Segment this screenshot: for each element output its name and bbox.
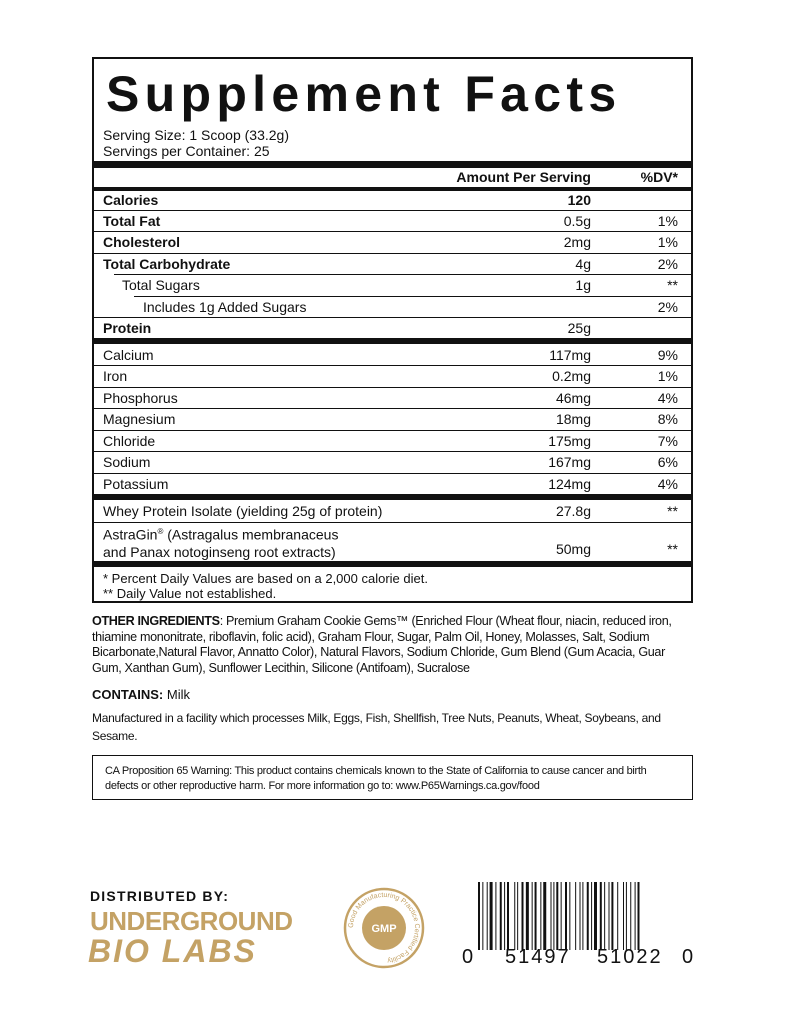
- nutrient-dv: 6%: [657, 454, 678, 470]
- facility-statement: Manufactured in a facility which processes Milk, Eggs, Fish, Shellfish, Tree Nuts, Peanuts, Wheat, Soybeans, and Sesame.: [92, 711, 661, 743]
- prop65-warning: CA Proposition 65 Warning: This product contains chemicals known to the State of California to cause cancer and birth defects or other reproductive harm. For more information go to: www.P65Warnings.ca.gov/food: [92, 755, 693, 800]
- nutrient-name: Magnesium: [103, 411, 176, 427]
- barcode-bar: [517, 882, 518, 950]
- barcode-bar: [551, 882, 552, 950]
- astragin-brand: AstraGin: [103, 526, 158, 543]
- nutrient-name: Includes 1g Added Sugars: [143, 299, 307, 315]
- barcode-bar: [540, 882, 541, 950]
- indented-divider: [134, 296, 691, 297]
- contains-label: CONTAINS:: [92, 687, 164, 702]
- nutrient-amount: 120: [567, 192, 591, 208]
- nutrient-row: [94, 296, 691, 317]
- barcode-bar: [553, 882, 554, 950]
- ingredient-row: [94, 500, 691, 521]
- distributed-by-label: DISTRIBUTED BY:: [90, 888, 230, 904]
- nutrient-amount: 124mg: [548, 476, 591, 492]
- nutrient-row: [94, 365, 691, 386]
- barcode-bar: [561, 882, 562, 950]
- barcode-left-digit: 0: [462, 946, 474, 968]
- barcode-bar: [514, 882, 515, 950]
- astragin-line2: and Panax notoginseng root extracts): [103, 543, 336, 560]
- barcode-bar: [582, 882, 583, 950]
- barcode-bar: [635, 882, 636, 950]
- barcode-bar: [526, 882, 529, 950]
- other-ingredients: [92, 614, 696, 676]
- nutrient-name: Calories: [103, 192, 159, 208]
- nutrient-dv: 7%: [657, 433, 678, 449]
- barcode-bar: [609, 882, 610, 950]
- nutrient-amount: 0.2mg: [552, 368, 591, 384]
- nutrient-dv: 1%: [657, 213, 678, 229]
- nutrient-name: Iron: [103, 368, 128, 384]
- barcode-bar: [495, 882, 496, 950]
- barcode-bar: [482, 882, 483, 950]
- barcode-bar: [500, 882, 502, 950]
- serving-size: Serving Size: 1 Scoop (33.2g): [103, 127, 289, 143]
- nutrient-name: Protein: [103, 320, 152, 336]
- nutrient-dv: 1%: [657, 234, 678, 250]
- nutrient-amount: 25g: [567, 320, 591, 336]
- nutrient-dv: 2%: [657, 256, 678, 272]
- whey-name: Whey Protein Isolate (yielding 25g of protein): [103, 503, 383, 519]
- nutrient-row: [94, 408, 691, 429]
- thick-divider: [94, 161, 691, 168]
- barcode-group-1: 51497: [505, 946, 571, 968]
- nutrient-name: Sodium: [103, 454, 151, 470]
- barcode-bar: [600, 882, 602, 950]
- nutrient-name: Phosphorus: [103, 390, 178, 406]
- nutrient-amount: 0.5g: [563, 213, 591, 229]
- amount-per-serving-header: Amount Per Serving: [456, 169, 591, 185]
- nutrient-amount: 117mg: [549, 347, 591, 363]
- nutrient-row: [94, 274, 691, 295]
- whey-dv: **: [667, 503, 678, 519]
- daily-value-header: %DV*: [640, 169, 678, 185]
- nutrient-name: Total Sugars: [122, 277, 200, 293]
- astragin-amount: 50mg: [555, 541, 591, 557]
- nutrient-row: [94, 387, 691, 408]
- nutrient-amount: 175mg: [548, 433, 591, 449]
- nutrient-amount: 2mg: [563, 234, 591, 250]
- ingredients-text: : Premium Graham Cookie Gems™ (Enriched Flour (Wheat flour, niacin, reduced iron, thiamine mononitrate, riboflavin, folic acid), Graham Flour, Sugar, Palm Oil, Honey, Molasses, Salt, Sodium Bicarbonate,Natural Flavor, Annatto Color), Natural Flavors, Sodium Chloride, Gum Blend (Gum Acacia, Guar Gum, Xanthan Gum), Sunflower Lecithin, Silicone (Antifoam), Sucralose: [92, 614, 672, 675]
- barcode-bar: [630, 882, 631, 950]
- nutrient-row: [94, 473, 691, 494]
- barcode-right-digit: 0: [682, 946, 694, 968]
- astragin-line1: (Astragalus membranaceus: [163, 526, 339, 543]
- nutrient-dv: 9%: [657, 347, 678, 363]
- barcode-bar: [522, 882, 524, 950]
- nutrient-name: Total Carbohydrate: [103, 256, 231, 272]
- nutrient-row: [94, 430, 691, 451]
- barcode-bar: [535, 882, 537, 950]
- nutrient-name: Calcium: [103, 347, 154, 363]
- nutrient-row: [94, 231, 691, 252]
- nutrient-amount: 46mg: [555, 390, 591, 406]
- servings-per-container: Servings per Container: 25: [103, 143, 270, 159]
- barcode-bar: [638, 882, 640, 950]
- nutrient-dv: 1%: [657, 368, 678, 384]
- nutrient-amount: 167mg: [548, 454, 591, 470]
- seal-center-text: GMP: [371, 923, 397, 935]
- nutrient-row: [94, 451, 691, 472]
- barcode-bar: [591, 882, 592, 950]
- nutrient-dv: 4%: [657, 476, 678, 492]
- barcode-bar: [587, 882, 589, 950]
- nutrient-amount: 4g: [575, 256, 591, 272]
- barcode-bar: [532, 882, 533, 950]
- nutrient-dv: 2%: [657, 299, 678, 315]
- barcode-bar: [543, 882, 546, 950]
- barcode-bar: [617, 882, 618, 950]
- barcode-bar: [569, 882, 570, 950]
- barcode-bar: [623, 882, 624, 950]
- footnote-not-established: ** Daily Value not established.: [103, 586, 277, 601]
- gmp-seal-icon: [343, 887, 425, 969]
- nutrient-row: [94, 189, 691, 210]
- nutrient-name: Chloride: [103, 433, 156, 449]
- contains-statement: [92, 687, 190, 702]
- barcode-bar: [478, 882, 480, 950]
- nutrient-name: Potassium: [103, 476, 169, 492]
- whey-amount: 27.8g: [555, 503, 591, 519]
- nutrient-row: [94, 344, 691, 365]
- brand-logo-line1: UNDERGROUND: [90, 906, 293, 936]
- barcode-bar: [580, 882, 581, 950]
- panel-title: Supplement Facts: [106, 66, 622, 122]
- barcode-bar: [556, 882, 558, 950]
- barcode-bar: [626, 882, 627, 950]
- barcode-bar: [575, 882, 576, 950]
- nutrient-amount: 1g: [575, 277, 591, 293]
- nutrient-row: [94, 210, 691, 231]
- barcode-bar: [604, 882, 605, 950]
- nutrient-amount: 18mg: [555, 411, 591, 427]
- seal-ring-text: Good Manufacturing Practice Certified Facility: [347, 891, 421, 964]
- supplement-facts-panel: [92, 57, 693, 603]
- barcode-bar: [487, 882, 488, 950]
- barcode-icon: [478, 882, 690, 950]
- nutrient-name: Cholesterol: [103, 234, 181, 250]
- barcode-bar: [611, 882, 613, 950]
- barcode-group-2: 51022: [597, 946, 663, 968]
- nutrient-dv: 8%: [657, 411, 678, 427]
- nutrient-row: [94, 317, 691, 338]
- barcode-bar: [507, 882, 509, 950]
- barcode-bar: [490, 882, 493, 950]
- nutrient-name: Total Fat: [103, 213, 161, 229]
- footnote-dv: * Percent Daily Values are based on a 2,000 calorie diet.: [103, 571, 428, 586]
- nutrient-dv: 4%: [657, 390, 678, 406]
- nutrient-row: [94, 253, 691, 274]
- ingredients-label: OTHER INGREDIENTS: [92, 614, 220, 628]
- registered-mark: ®: [157, 527, 164, 536]
- thick-divider: [94, 561, 691, 567]
- astragin-dv: **: [667, 541, 678, 557]
- astragin-name: [103, 523, 338, 561]
- contains-value: Milk: [163, 687, 190, 702]
- nutrient-dv: **: [667, 277, 678, 293]
- indented-divider: [114, 274, 691, 275]
- barcode-bar: [504, 882, 505, 950]
- brand-logo-line2: BIO LABS: [88, 933, 257, 969]
- barcode-bar: [565, 882, 567, 950]
- barcode-bar: [594, 882, 597, 950]
